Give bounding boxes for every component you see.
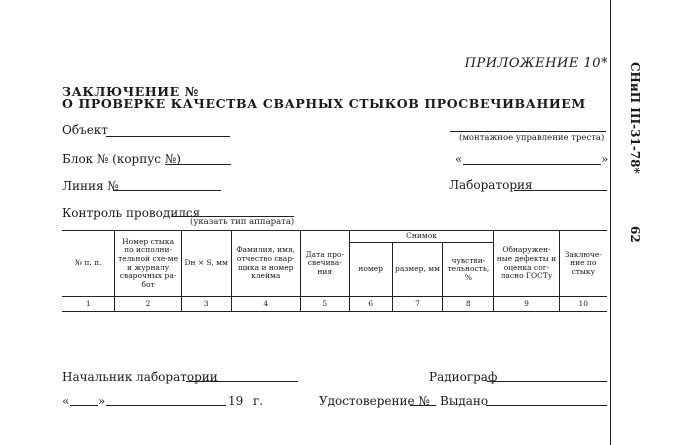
column-number: 2 — [115, 297, 181, 312]
column-number: 8 — [443, 297, 494, 312]
laboratory-field[interactable] — [514, 190, 607, 191]
block-label: Блок № (корпус №) — [62, 152, 181, 166]
quote-open: « — [455, 152, 463, 166]
object-label: Объект — [62, 123, 108, 137]
column-number: 9 — [494, 297, 559, 312]
certificate-field[interactable] — [410, 405, 436, 406]
header-diameter: Dн × S, мм — [181, 231, 231, 297]
date-month-field[interactable] — [106, 405, 226, 406]
year-prefix: 19 — [228, 394, 244, 408]
header-defects: Обнаружен-ные дефекты и оценка сог-ласно ГОСТу — [494, 231, 559, 297]
title-line-2: О ПРОВЕРКЕ КАЧЕСТВА СВАРНЫХ СТЫКОВ ПРОСВЕЧИВАНИЕМ — [62, 96, 586, 111]
apparatus-caption: (указать тип аппарата) — [190, 217, 295, 227]
line-label: Линия № — [62, 179, 119, 193]
date-quote-open: « — [62, 394, 70, 408]
column-number: 5 — [300, 297, 349, 312]
snip-code: СНиП III-31-78* — [628, 62, 642, 174]
lab-head-label: Начальник лаборатории — [62, 370, 218, 384]
inspection-table — [62, 230, 607, 312]
montage-field[interactable] — [450, 131, 606, 132]
header-date: Дата про-свечива-ния — [300, 231, 349, 297]
right-margin-rule — [610, 0, 611, 445]
header-snapshot-number: номер — [349, 243, 392, 297]
header-snapshot-size: размер, мм — [392, 243, 443, 297]
header-num: № п. п. — [62, 231, 115, 297]
column-number: 3 — [181, 297, 231, 312]
column-number: 1 — [62, 297, 115, 312]
column-number: 4 — [231, 297, 300, 312]
header-joint: Номер стыка по исполни-тельной схе-ме и журналу сварочных ра-бот — [115, 231, 181, 297]
radiographer-field[interactable] — [487, 381, 607, 382]
certificate-label: Удостоверение № — [319, 394, 430, 408]
column-number: 7 — [392, 297, 443, 312]
appendix-label: ПРИЛОЖЕНИЕ 10* — [464, 56, 608, 71]
header-snapshot-group: Снимок — [349, 231, 494, 243]
date-quote-close: » — [98, 394, 106, 408]
block-field[interactable] — [165, 164, 231, 165]
year-suffix: г. — [253, 394, 264, 408]
column-number: 6 — [349, 297, 392, 312]
quote-close: » — [601, 152, 609, 166]
line-field[interactable] — [113, 190, 221, 191]
header-welder: Фамилия, имя, отчество свар-щика и номер клейма — [231, 231, 300, 297]
title-line-1: ЗАКЛЮЧЕНИЕ № — [62, 84, 199, 99]
date-day-field[interactable] — [70, 405, 98, 406]
header-conclusion: Заключе-ние по стыку — [559, 231, 607, 297]
object-field[interactable] — [106, 136, 230, 137]
column-number: 10 — [559, 297, 607, 312]
montage-caption: (монтажное управление треста) — [459, 133, 605, 143]
issued-field[interactable] — [486, 405, 607, 406]
control-label: Контроль проводился — [62, 206, 201, 220]
radiographer-label: Радиограф — [429, 370, 498, 384]
lab-head-field[interactable] — [186, 381, 298, 382]
page-number: 62 — [628, 226, 642, 243]
issued-label: Выдано — [440, 394, 489, 408]
laboratory-label: Лаборатория — [449, 178, 533, 192]
header-sensitivity: чувстви-тельность, % — [443, 243, 494, 297]
trust-field[interactable] — [463, 164, 601, 165]
